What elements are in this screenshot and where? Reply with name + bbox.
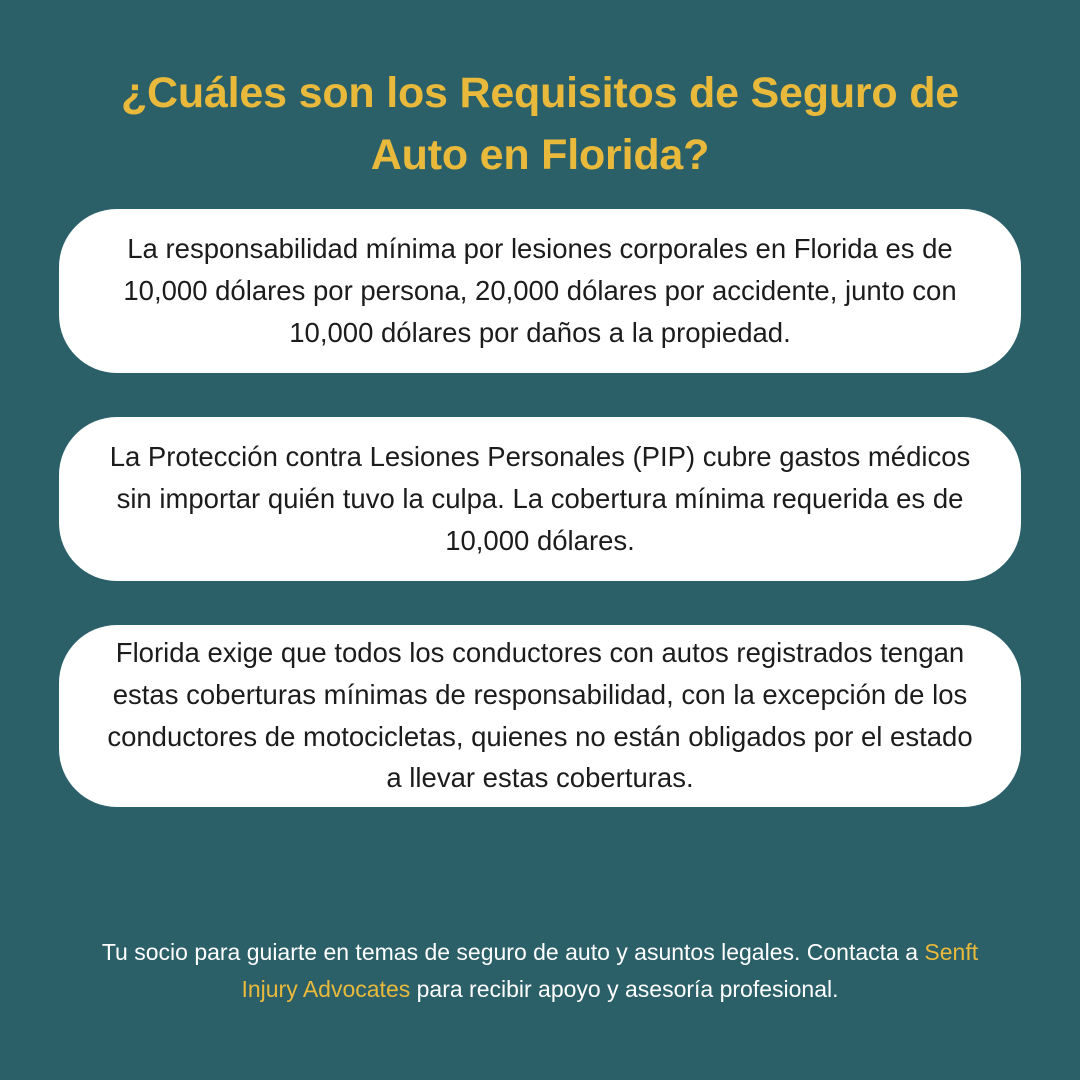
footer-tail-text: para recibir apoyo y asesoría profesional. xyxy=(410,975,839,1002)
fact-card xyxy=(59,625,1021,807)
brand-name: Senft Injury Advocates xyxy=(241,938,979,1002)
fact-card xyxy=(59,417,1021,581)
fact-card xyxy=(59,209,1021,373)
fact-card-text: La responsabilidad mínima por lesiones corporales en Florida es de 10,000 dólares por persona, 20,000 dólares por accidente, junto con 10,000 dólares por daños a la propiedad. xyxy=(123,233,957,348)
fact-card-list xyxy=(0,209,1080,807)
footer-note xyxy=(0,934,1080,1009)
footer-lead-text: Tu socio para guiarte en temas de seguro de auto y asuntos legales. Contacta a xyxy=(101,938,925,965)
fact-card-text: Florida exige que todos los conductores con autos registrados tengan estas coberturas mínimas de responsabilidad, con la excepción de los conductores de motocicletas, quienes no están obligados por el estado a llevar estas coberturas. xyxy=(107,637,973,794)
fact-card-text: La Protección contra Lesiones Personales (PIP) cubre gastos médicos sin importar quién tuvo la culpa. La cobertura mínima requerida es de 10,000 dólares. xyxy=(109,441,971,556)
page-title: ¿Cuáles son los Requisitos de Seguro de Auto en Florida? xyxy=(120,69,960,180)
